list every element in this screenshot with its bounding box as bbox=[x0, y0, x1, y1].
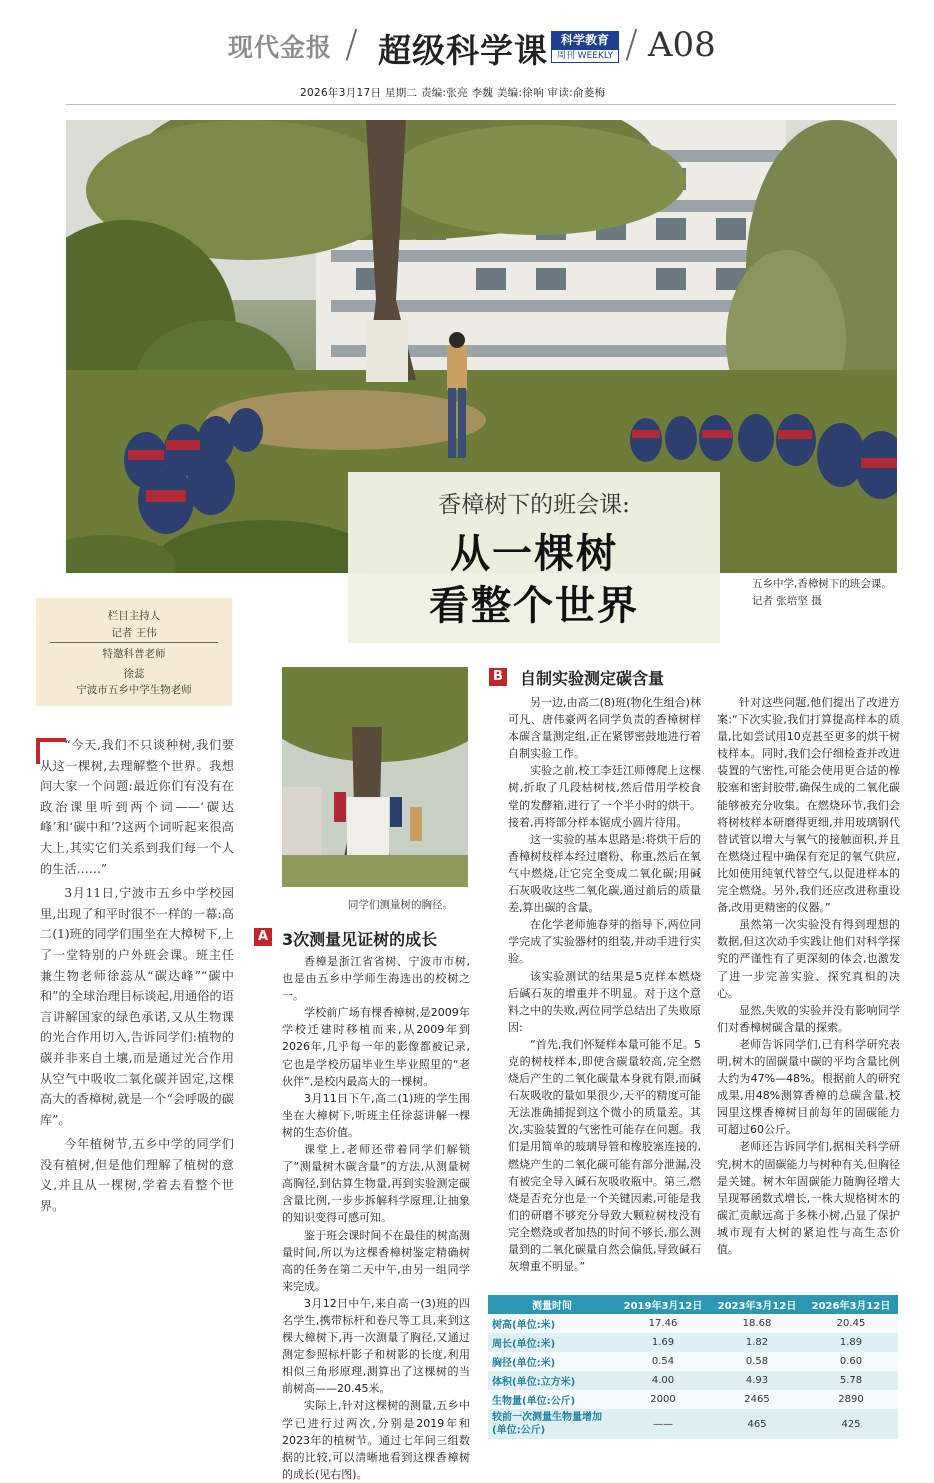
headline-title-line1: 从一棵树 bbox=[450, 531, 618, 577]
table-cell: 465 bbox=[710, 1409, 804, 1439]
intro-column bbox=[40, 735, 234, 1221]
section-b-paragraph: 在化学老师施春芽的指导下,两位同学完成了实验器材的组装,并动手进行实验。 bbox=[508, 918, 701, 966]
section-b-paragraph: 实验之前,校工李廷江师傅爬上这棵树,折取了几段枯树枝,然后借用学校食堂的发酵箱,进行了一个半小时的烘干。接着,再将部分样本锯成小圆片待用。 bbox=[508, 764, 701, 829]
table-cell: 4.00 bbox=[616, 1371, 710, 1390]
table-row bbox=[488, 1371, 898, 1390]
table-cell: —— bbox=[616, 1409, 710, 1439]
table-cell: 17.46 bbox=[616, 1314, 710, 1333]
table-cell: 18.68 bbox=[710, 1314, 804, 1333]
row-label: 周长(单位:米) bbox=[488, 1333, 616, 1352]
section-b-paragraph: 老师还告诉同学们,据相关科学研究,树木的固碳能力与树种有关,但胸径是关键。树木年固碳能力随胸径增大呈现幂函数式增长,一株大规格树木的碳汇贡献远高于多株小树,凸显了保护城市现有大树的紧迫性与高生态价值。 bbox=[717, 1140, 900, 1256]
section-a-paragraph: 3月11日下午,高二(1)班的学生围坐在大樟树下,听班主任徐蕊讲解一棵树的生态价值。 bbox=[282, 1091, 470, 1139]
table-cell: 4.93 bbox=[710, 1371, 804, 1390]
section-b-body-col1 bbox=[508, 694, 701, 1275]
section-b-paragraph: 老师告诉同学们,已有科学研究表明,树木的固碳量中碳的平均含量比例大约为47%—48%。根据前人的研究成果,用48%测算香樟的总碳含量,校园里这棵香樟树目前每年的固碳能力可超过60公斤。 bbox=[717, 1037, 900, 1137]
table-cell: 20.45 bbox=[804, 1314, 898, 1333]
section-a-title: 3次测量见证树的成长 bbox=[282, 930, 438, 949]
table-header-cell: 2019年3月12日 bbox=[616, 1295, 710, 1314]
measuring-photo bbox=[282, 667, 468, 887]
slash-divider: / bbox=[345, 22, 358, 66]
host-role: 栏目主持人 bbox=[107, 610, 161, 622]
host-divider bbox=[50, 642, 218, 643]
page-number: A08 bbox=[648, 25, 716, 65]
section-b-paragraph: 显然,失败的实验并没有影响同学们对香樟树碳含量的探索。 bbox=[717, 1003, 900, 1034]
measuring-photo-caption: 同学们测量树的胸径。 bbox=[348, 899, 453, 911]
badge-top-label: 科学教育 bbox=[551, 31, 619, 49]
hero-photo-caption: 五乡中学,香樟树下的班会课。 记者 张培坚 摄 bbox=[752, 578, 892, 607]
issue-meta: 2026年3月17日 星期二 责编:张亮 李魏 美编:徐响 审读:俞菱梅 bbox=[300, 87, 606, 99]
science-edu-badge bbox=[551, 31, 619, 63]
measuring-illustration bbox=[282, 667, 468, 887]
column-host-box bbox=[36, 598, 232, 706]
table-cell: 2465 bbox=[710, 1390, 804, 1409]
table-header-cell: 2026年3月12日 bbox=[804, 1295, 898, 1314]
table-row bbox=[488, 1352, 898, 1371]
section-b-paragraph: 虽然第一次实验没有得到理想的数据,但这次动手实践让他们对科学探究的严谨性有了更深刻的体会,也激发了进一步完善实验、探究真相的决心。 bbox=[717, 918, 900, 1000]
table-row bbox=[488, 1409, 898, 1439]
table-cell: 5.78 bbox=[804, 1371, 898, 1390]
section-a-paragraph: 实际上,针对这棵树的测量,五乡中学已进行过两次,分别是2019年和2023年的植树节。通过七年间三组数据的比较,可以清晰地看到这棵香樟树的成长(见右图)。 bbox=[282, 1399, 470, 1481]
table-cell: 1.82 bbox=[710, 1333, 804, 1352]
table-cell: 0.60 bbox=[804, 1352, 898, 1371]
intro-paragraph: 3月11日,宁波市五乡中学校园里,出现了和平时很不一样的一幕:高二(1)班的同学们围坐在大樟树下,上了一堂特别的户外班会课。班主任兼生物老师徐蕊从“碳达峰”“碳中和”的全球治理目标谈起,用通俗的语言讲解国家的绿色承诺,又从生物课的光合作用切入,告诉同学们:植物的碳并非来自土壤,而是通过光合作用从空气中吸收二氧化碳并固定,这棵高大的香樟树,就是一个“会呼吸的碳库”。 bbox=[40, 886, 234, 1127]
section-a-paragraph: 课堂上,老师还带着同学们解锁了“测量树木碳含量”的方法,从测量树高胸径,到估算生物量,再到实验测定碳含量比例,一步步拆解科学原理,让抽象的知识变得可感可知。 bbox=[282, 1143, 470, 1225]
section-a-badge: A bbox=[254, 928, 272, 946]
row-label: 树高(单位:米) bbox=[488, 1314, 616, 1333]
section-b-paragraph: “首先,我们怀疑样本量可能不足。5克的树枝样本,即使含碳量较高,完全燃烧后产生的二氧化碳量本身就有限,而碱石灰吸收的量如果很少,天平的精度可能无法准确捕捉到这个微小的质量差。其次,实验装置的气密性可能存在问题。我们是用简单的玻璃导管和橡胶塞连接的,燃烧产生的二氧化碳可能有部分泄漏,没有被完全导入碱石灰吸收瓶中。第三,燃烧是否充分也是一个关键因素,可能是我们的研磨不够充分导致大颗粒树枝没有完全燃烧或者加热的时间不够长,那么测量到的二氧化碳量自然会偏低,导致碱石灰增重不明显。” bbox=[508, 1037, 701, 1274]
row-label: 体积(单位:立方米) bbox=[488, 1371, 616, 1390]
table-row bbox=[488, 1390, 898, 1409]
section-a-paragraph: 香樟是浙江省省树、宁波市市树,也是由五乡中学师生海选出的校树之一。 bbox=[282, 955, 470, 1003]
section-a-paragraph: 鉴于班会课时间不在最佳的树高测量时间,所以为这棵香樟树鉴定精确树高的任务在第二天中午,由另一组同学来完成。 bbox=[282, 1228, 470, 1293]
section-b-paragraph: 这一实验的基本思路是:将烘干后的香樟树枝样本经过磨粉、称重,然后在氧气中燃烧,让它完全变成二氧化碳;用碱石灰吸收这些二氧化碳,通过前后的质量差,算出碳的含量。 bbox=[508, 832, 701, 915]
table-cell: 425 bbox=[804, 1409, 898, 1439]
row-label: 较前一次测量生物量增加(单位:公斤) bbox=[488, 1409, 616, 1439]
row-label: 生物量(单位:公斤) bbox=[488, 1390, 616, 1409]
row-label: 胸径(单位:米) bbox=[488, 1352, 616, 1371]
guest-org: 宁波市五乡中学生物老师 bbox=[76, 684, 192, 696]
section-b-paragraph: 该实验测试的结果是5克样本燃烧后碱石灰的增重并不明显。对于这个意料之中的失败,两位同学总结出了失败原因: bbox=[508, 969, 701, 1034]
headline-box bbox=[348, 472, 720, 643]
section-a-paragraph: 3月12日中午,来自高一(3)班的四名学生,携带标杆和卷尺等工具,来到这棵大樟树下,再一次测量了胸径,又通过测定参照标杆影子和树影的长度,利用相似三角形原理,测算出了这棵树的当前树高——20.45米。 bbox=[282, 1296, 470, 1396]
section-b-badge: B bbox=[489, 668, 507, 686]
table-row bbox=[488, 1314, 898, 1333]
headline-subtitle: 香樟树下的班会课: bbox=[438, 492, 630, 518]
table-cell: 2890 bbox=[804, 1390, 898, 1409]
section-b-paragraph: 针对这些问题,他们提出了改进方案:“下次实验,我们打算提高样本的质量,比如尝试用10克甚至更多的烘干树枝样本。同时,我们会仔细检查并改进装置的气密性,可能会使用更合适的橡胶塞和密封胶带,确保生成的二氧化碳能够被充分收集。在燃烧环节,我们会将树枝样本研磨得更细,并用玻璃钢代替试管以增大与氧气的接触面积,并且在燃烧过程中确保有充足的氧气供应,比如使用纯氧代替空气,以促进样本的完全燃烧。另外,我们还应改进称重设备,改用更精密的仪器。” bbox=[717, 696, 900, 915]
measurement-table bbox=[488, 1295, 898, 1439]
guest-name: 徐蕊 bbox=[123, 668, 145, 680]
table-header-row bbox=[488, 1295, 898, 1314]
section-b-body-col2 bbox=[717, 694, 900, 1258]
table-row bbox=[488, 1333, 898, 1352]
badge-bottom-label: 周刊 WEEKLY bbox=[551, 49, 619, 63]
newspaper-name: 现代金报 bbox=[228, 33, 333, 62]
table-cell: 0.54 bbox=[616, 1352, 710, 1371]
headline-title-line2: 看整个世界 bbox=[429, 583, 639, 629]
slash-divider: / bbox=[625, 22, 638, 66]
section-b-paragraph: 另一边,由高二(8)班(物化生组合)林可凡、唐伟豪两名同学负责的香樟树样本碳含量测定组,正在紧锣密鼓地进行着自制实验工作。 bbox=[508, 696, 701, 761]
masthead bbox=[0, 0, 934, 110]
table-cell: 0.58 bbox=[710, 1352, 804, 1371]
table-header-cell: 测量时间 bbox=[488, 1295, 616, 1314]
header-rule bbox=[66, 104, 896, 105]
table-header-cell: 2023年3月12日 bbox=[710, 1295, 804, 1314]
intro-paragraph: 今年植树节,五乡中学的同学们没有植树,但是他们理解了植树的意义,并且从一棵树,学着去看整个世界。 bbox=[40, 1137, 234, 1214]
section-a-paragraph: 学校前广场有棵香樟树,是2009年学校迁建时移植而来,从2009年到2026年,几乎每一年的影像都被记录,它也是学校历届毕业生毕业照里的“老伙伴”,是校内最高大的一棵树。 bbox=[282, 1006, 470, 1088]
section-b-title: 自制实验测定碳含量 bbox=[520, 669, 665, 688]
table-cell: 2000 bbox=[616, 1390, 710, 1409]
table-cell: 1.89 bbox=[804, 1333, 898, 1352]
host-name: 记者 王伟 bbox=[111, 627, 157, 639]
table-cell: 1.69 bbox=[616, 1333, 710, 1352]
section-title: 超级科学课 bbox=[378, 31, 548, 70]
intro-quote: “今天,我们不只谈种树,我们要从这一棵树,去理解整个世界。我想问大家一个问题:最近你们有没有在政治课里听到两个词——‘碳达峰’和‘碳中和’?这两个词听起来很高大上,其实它们关系到我们每一个人的生活……” bbox=[40, 738, 234, 876]
section-a-body bbox=[282, 953, 470, 1483]
guest-role: 特邀科普老师 bbox=[102, 648, 166, 660]
